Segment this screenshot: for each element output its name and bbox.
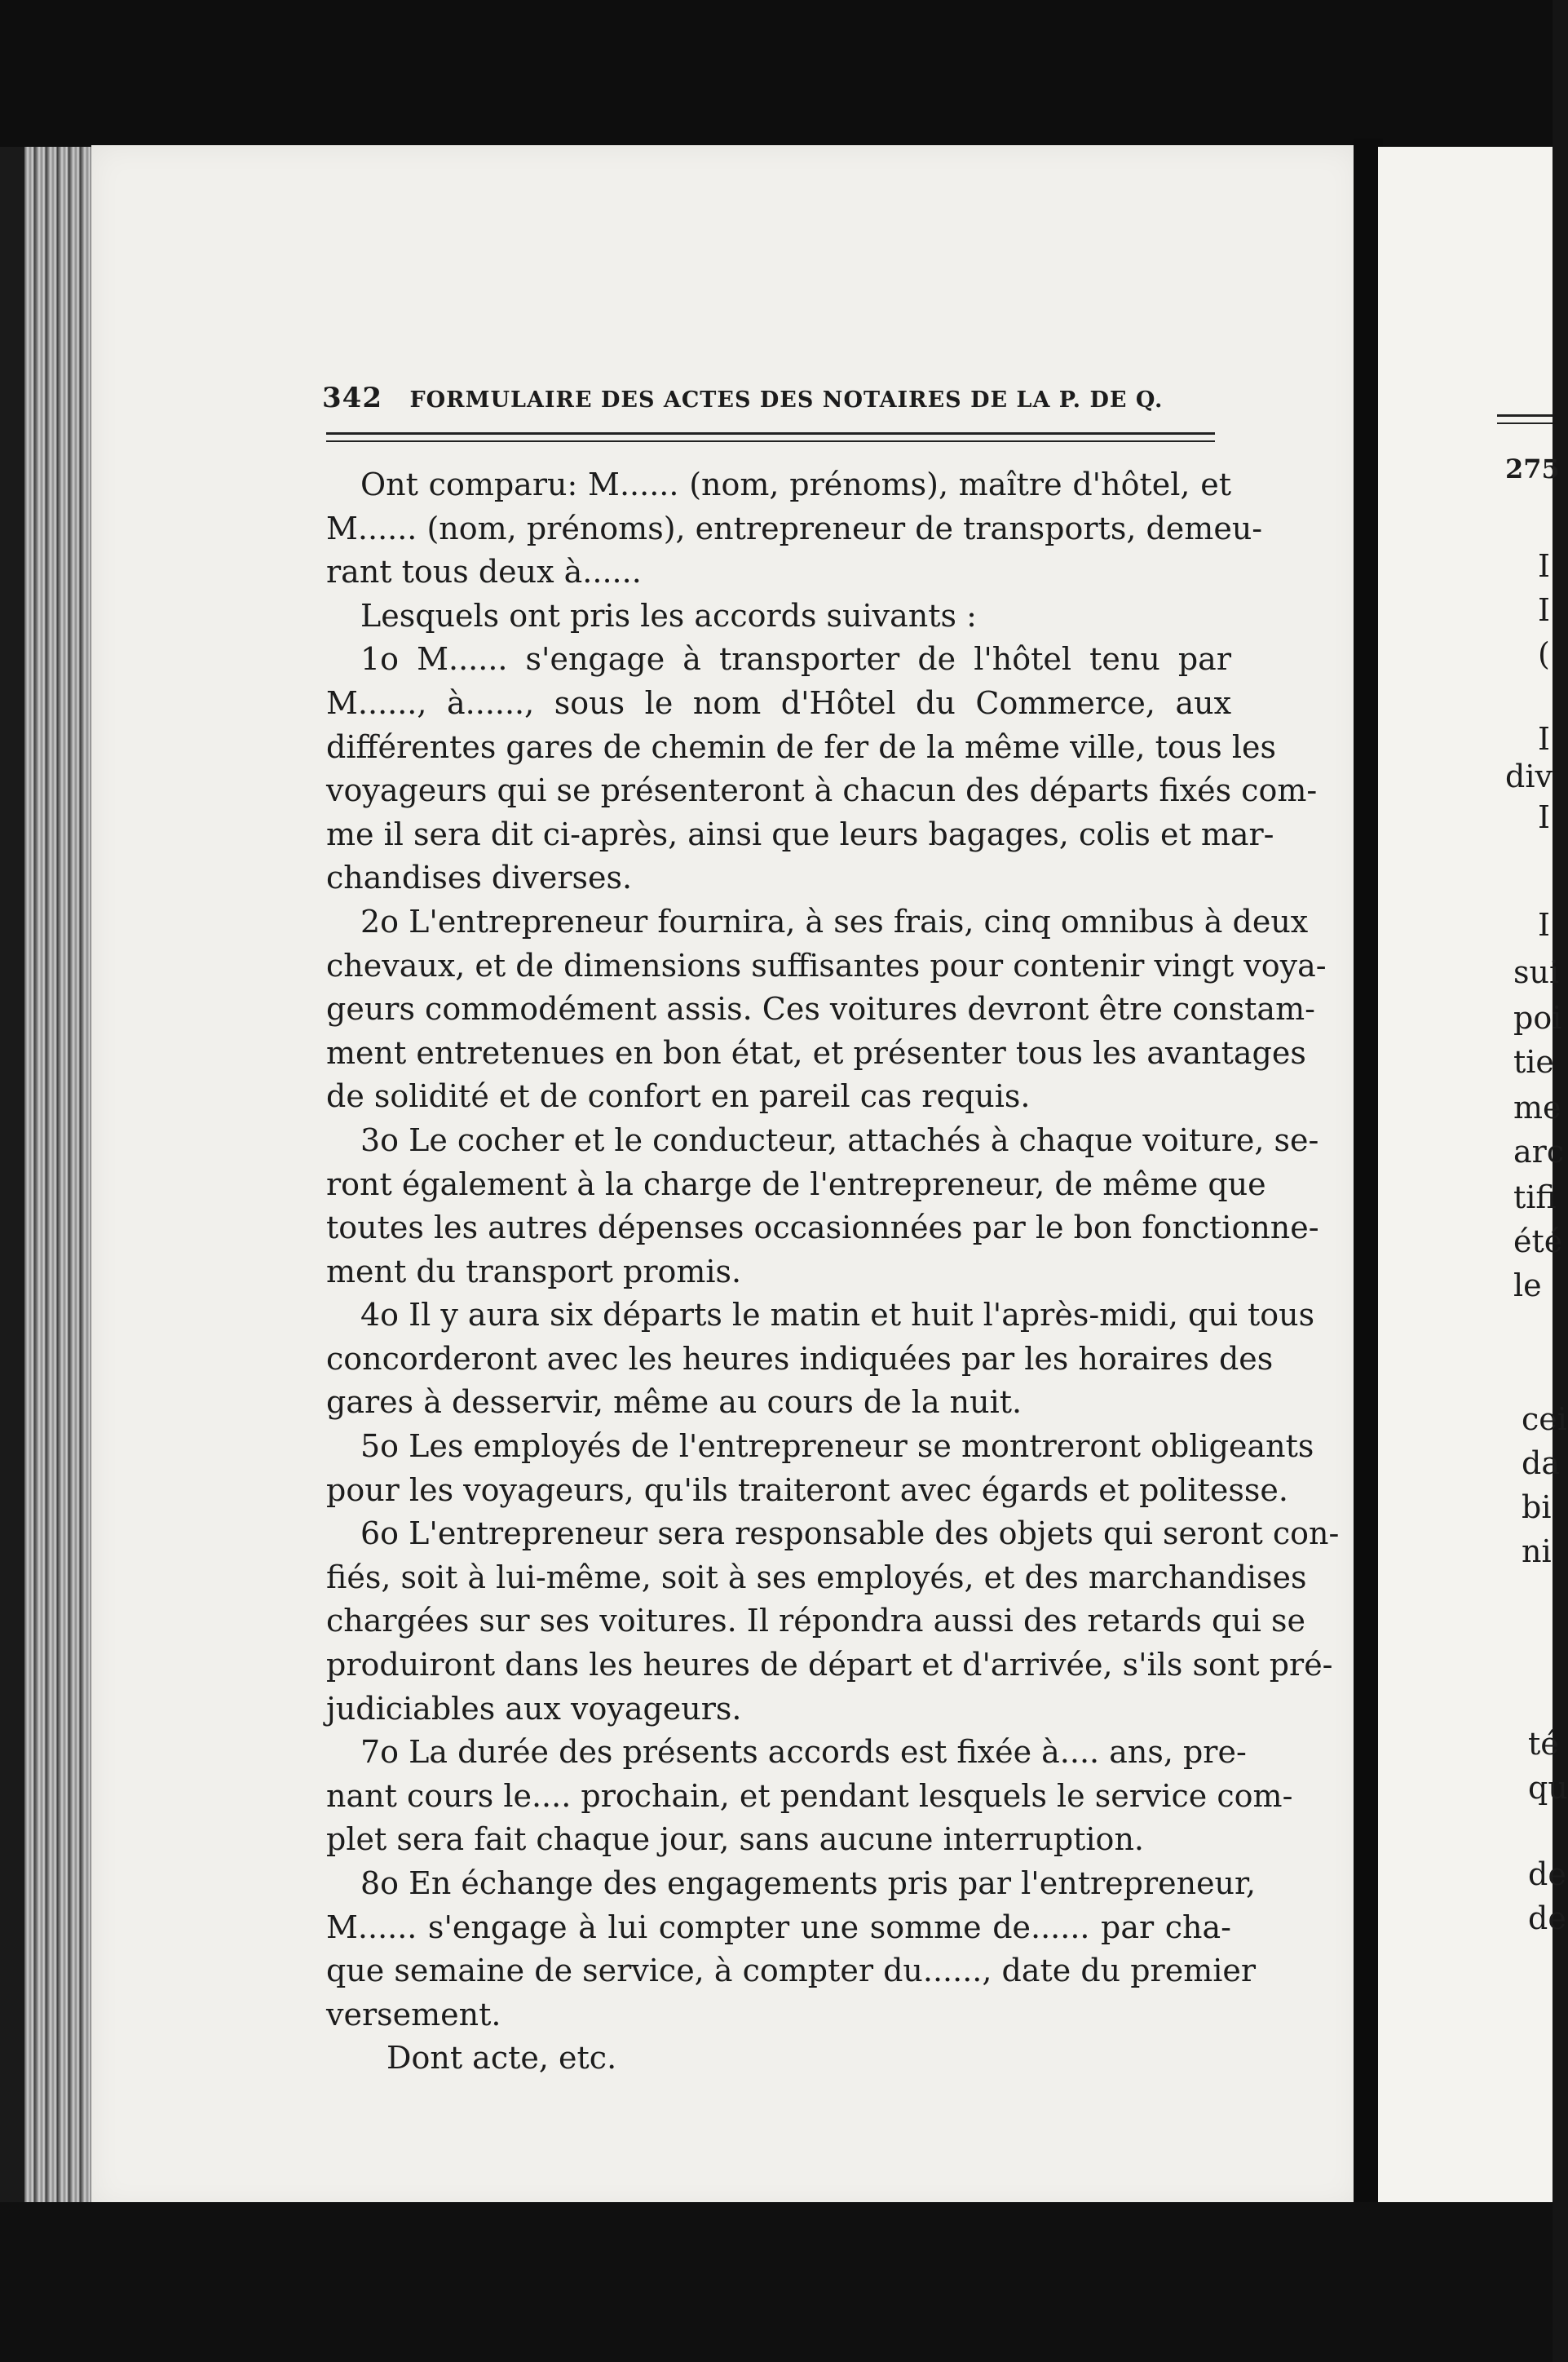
text-line: M......, à......, sous le nom d'Hôtel du Commerce, aux [326,684,1231,721]
text-line: M...... (nom, prénoms), entrepreneur de transports, demeu- [326,510,1263,546]
text-line: que semaine de service, à compter du......, date du premier [326,1953,1257,1989]
right-fragment: de [1528,1856,1566,1892]
text-line: ment du transport promis. [326,1253,742,1289]
right-fragment: qu [1528,1770,1568,1806]
text-line: pour les voyageurs, qu'ils traiteront avec égards et politesse. [326,1471,1288,1508]
text-line: produiront dans les heures de départ et d'arrivée, s'ils sont pré- [326,1647,1333,1683]
scan-bottom-border [0,2202,1553,2362]
text-line: Dont acte, etc. [386,2040,617,2077]
text-line: Lesquels ont pris les accords suivants : [360,597,977,634]
text-line: différentes gares de chemin de fer de la même ville, tous les [326,728,1277,765]
text-line: ment entretenues en bon état, et présenter tous les avantages [326,1034,1306,1071]
right-fragment: ni [1522,1533,1552,1569]
right-fragment: bi [1522,1489,1552,1525]
right-fragment: cei [1522,1401,1567,1437]
right-fragment: sui [1513,954,1560,990]
text-line: chandises diverses. [326,860,633,896]
text-line: gares à desservir, même au cours de la nuit. [326,1384,1023,1421]
text-line: geurs commodément assis. Ces voitures devront être constam- [326,991,1315,1028]
body-text [326,463,1340,2081]
right-fragment: le [1513,1267,1542,1303]
text-line: 5o Les employés de l'entrepreneur se montreront obligeants [360,1428,1314,1465]
right-fragment: été [1513,1223,1563,1259]
right-fragment: me [1513,1090,1561,1126]
right-fragment: tifi [1513,1179,1557,1215]
right-fragment: poi [1513,1000,1562,1036]
text-line: 2o L'entrepreneur fournira, à ses frais, cinq omnibus à deux [360,903,1309,940]
text-line: rant tous deux à...... [326,554,642,590]
text-line: 4o Il y aura six départs le matin et huit l'après-midi, qui tous [360,1297,1315,1334]
right-fragment: arc [1513,1134,1565,1170]
text-line: 7o La durée des présents accords est fixée à.... ans, pre- [360,1734,1247,1771]
text-line: fiés, soit à lui-même, soit à ses employés, et des marchandises [326,1559,1307,1595]
header-rule-top [326,432,1215,435]
right-fragment: I [1538,799,1551,835]
running-header [322,382,1215,419]
text-line: versement. [326,1996,501,2032]
header-rule-bottom [326,440,1215,442]
text-line: plet sera fait chaque jour, sans aucune interruption. [326,1821,1144,1858]
right-fragment: té [1528,1726,1559,1762]
text-line: toutes les autres dépenses occasionnées par le bon fonctionne- [326,1210,1319,1246]
running-title: FORMULAIRE DES ACTES DES NOTAIRES DE LA P. DE Q. [409,387,1164,413]
text-line: nant cours le.... prochain, et pendant lesquels le service com- [326,1777,1293,1814]
book-edge-shadow [0,147,24,2202]
text-line: chargées sur ses voitures. Il répondra aussi des retards qui se [326,1603,1306,1639]
page-number: 342 [322,382,382,414]
text-line: ront également à la charge de l'entrepreneur, de même que [326,1166,1266,1202]
right-fragment: div [1505,759,1553,794]
right-fragment: I [1538,907,1551,943]
right-fragment: I [1538,548,1551,584]
text-line: de solidité et de confort en pareil cas requis. [326,1078,1031,1115]
scan-top-border [0,0,1553,147]
text-line: M...... s'engage à lui compter une somme de...... par cha- [326,1909,1231,1945]
right-page-number: 275 [1505,453,1560,484]
right-header-rule-top [1497,414,1553,417]
right-header-rule-bottom [1497,422,1553,424]
text-line: me il sera dit ci-après, ainsi que leurs bagages, colis et mar- [326,816,1274,852]
text-line: chevaux, et de dimensions suffisantes pour contenir vingt voya- [326,947,1327,984]
right-fragment: ( [1538,636,1550,672]
right-fragment: da [1522,1445,1560,1481]
text-line: 3o Le cocher et le conducteur, attachés à chaque voiture, se- [360,1121,1319,1158]
right-fragment: de [1528,1900,1566,1936]
right-fragment: I [1538,592,1551,628]
text-line: 6o L'entrepreneur sera responsable des objets qui seront con- [360,1515,1340,1552]
text-line: 1o M...... s'engage à transporter de l'hôtel tenu par [360,641,1231,678]
text-line: voyageurs qui se présenteront à chacun des départs fixés com- [326,772,1318,809]
text-line: 8o En échange des engagements pris par l'entrepreneur, [360,1865,1257,1901]
right-fragment: I [1538,721,1551,757]
text-line: judiciables aux voyageurs. [326,1690,742,1727]
right-fragment: tie [1513,1044,1554,1080]
text-line: concorderont avec les heures indiquées par les horaires des [326,1340,1274,1377]
text-line: Ont comparu: M...... (nom, prénoms), maître d'hôtel, et [360,467,1231,502]
